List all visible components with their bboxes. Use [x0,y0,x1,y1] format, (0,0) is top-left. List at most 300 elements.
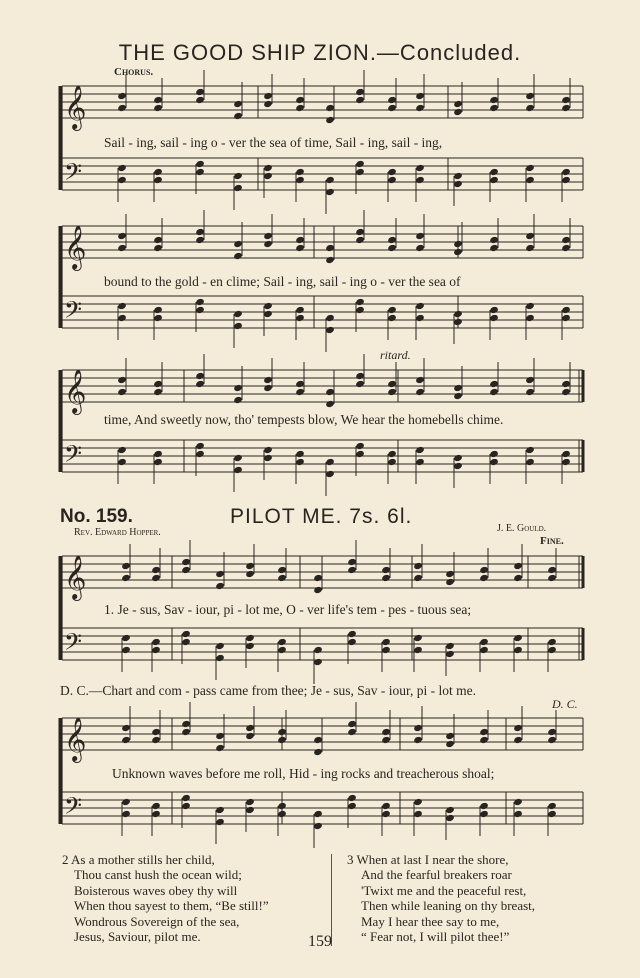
note-head [195,380,205,388]
note-head [381,646,391,654]
lyric-line-1: Sail - ing, sail - ing o - ver the sea of time, Sail - ing, sail - ing, [104,135,443,150]
clef-icon: 𝄞 [64,225,87,269]
note-head [245,570,255,578]
note-head [479,802,489,810]
note-head [215,570,225,578]
note-head [525,104,535,112]
note-head [151,574,161,582]
note-head [313,658,323,666]
note-head [479,646,489,654]
note-head [325,256,335,264]
lyric-line-3: time, And sweetly now, tho' tempests blow, We hear the homebells chime. [104,412,504,427]
note-head [347,794,357,802]
note-head [355,88,365,96]
note-head [313,822,323,830]
note-head [153,244,163,252]
note-head [347,566,357,574]
note-head [489,168,499,176]
note-head [117,458,127,466]
note-head [525,92,535,100]
note-head [347,802,357,810]
note-head [525,244,535,252]
note-head [151,736,161,744]
note-head [415,446,425,454]
note-head [525,458,535,466]
note-head [413,574,423,582]
note-head [181,794,191,802]
note-head [117,92,127,100]
note-head [195,160,205,168]
note-head [245,798,255,806]
note-head [445,570,455,578]
note-head [277,638,287,646]
clef-icon: 𝄢 [64,628,83,661]
note-head [195,96,205,104]
verse-line: Thou canst hush the ocean wild; [74,867,242,883]
note-head [445,578,455,586]
note-head [153,388,163,396]
page-title: THE GOOD SHIP ZION.—Concluded. [118,40,522,65]
note-head [387,244,397,252]
note-head [561,458,571,466]
clef-icon: 𝄢 [64,158,83,191]
note-head [195,236,205,244]
note-head [295,168,305,176]
note-head [233,396,243,404]
note-head [453,384,463,392]
note-head [445,806,455,814]
note-head [513,810,523,818]
note-head [413,810,423,818]
note-head [215,818,225,826]
dc-marking: D. C. [552,697,578,711]
lyric-line-5: Unknown waves before me roll, Hid - ing rocks and treacherous shoal; [112,766,495,781]
note-head [547,566,557,574]
note-head [153,236,163,244]
note-head [263,454,273,462]
note-head [233,184,243,192]
note-head [195,450,205,458]
note-head [313,748,323,756]
note-head [295,380,305,388]
note-head [263,172,273,180]
note-head [263,164,273,172]
note-head [387,306,397,314]
note-head [325,388,335,396]
note-head [513,646,523,654]
note-head [561,236,571,244]
note-head [325,116,335,124]
note-head [347,558,357,566]
verse-line: Wondrous Sovereign of the sea, [74,913,240,929]
note-head [415,244,425,252]
note-head [325,244,335,252]
note-head [387,176,397,184]
note-head [245,642,255,650]
note-head [413,736,423,744]
note-head [355,228,365,236]
note-head [453,454,463,462]
note-head [489,104,499,112]
note-head [355,168,365,176]
note-head [445,740,455,748]
verse-line: “ Fear not, I will pilot thee!” [361,929,510,945]
note-head [151,810,161,818]
note-head [413,798,423,806]
note-head [415,376,425,384]
note-head [479,736,489,744]
note-head [195,298,205,306]
note-head [325,458,335,466]
note-head [245,724,255,732]
note-head [561,388,571,396]
note-head [525,388,535,396]
note-head [453,318,463,326]
note-head [325,470,335,478]
note-head [479,810,489,818]
note-head [195,228,205,236]
note-head [215,744,225,752]
note-head [525,302,535,310]
note-head [355,372,365,380]
note-head [121,574,131,582]
note-head [233,100,243,108]
note-head [415,458,425,466]
note-head [295,314,305,322]
note-head [453,172,463,180]
note-head [121,634,131,642]
note-head [387,168,397,176]
note-head [489,380,499,388]
note-head [263,384,273,392]
verse-3 [347,852,535,944]
note-head [295,96,305,104]
note-head [181,630,191,638]
note-head [325,104,335,112]
note-head [525,446,535,454]
note-head [453,310,463,318]
note-head [355,450,365,458]
note-head [381,566,391,574]
verse-line: Boisterous waves obey thy will [74,882,238,898]
clef-icon: 𝄞 [64,717,87,761]
clef-icon: 𝄞 [64,555,87,599]
note-head [489,314,499,322]
note-head [415,388,425,396]
note-head [263,302,273,310]
note-head [347,630,357,638]
note-head [525,164,535,172]
note-head [151,646,161,654]
note-head [355,236,365,244]
note-head [415,92,425,100]
note-head [413,724,423,732]
note-head [387,450,397,458]
note-head [181,802,191,810]
note-head [513,634,523,642]
note-head [453,248,463,256]
note-head [277,646,287,654]
composer-credit: J. E. Gould. [497,523,547,534]
note-head [117,244,127,252]
note-head [547,638,557,646]
note-head [547,574,557,582]
note-head [181,720,191,728]
note-head [121,646,131,654]
note-head [381,802,391,810]
note-head [381,728,391,736]
note-head [295,104,305,112]
verse-line: May I hear thee say to me, [361,913,500,929]
note-head [263,240,273,248]
note-head [347,728,357,736]
lyric-line-2: bound to the gold - en clime; Sail - ing, sail - ing o - ver the sea of [104,274,461,289]
note-head [233,322,243,330]
note-head [151,728,161,736]
note-head [453,108,463,116]
note-head [355,442,365,450]
note-head [117,176,127,184]
note-head [277,566,287,574]
note-head [215,582,225,590]
note-head [325,314,335,322]
note-head [233,310,243,318]
verse-line: When thou sayest to them, “Be still!” [74,898,269,914]
note-head [245,634,255,642]
hymn-title: PILOT ME. 7s. 6l. [230,505,413,528]
clef-icon: 𝄞 [64,85,87,129]
note-head [153,380,163,388]
note-head [277,574,287,582]
note-head [381,736,391,744]
note-head [415,232,425,240]
note-head [561,176,571,184]
note-head [153,168,163,176]
note-head [387,458,397,466]
note-head [415,314,425,322]
note-head [295,450,305,458]
note-head [295,388,305,396]
note-head [263,310,273,318]
note-head [479,566,489,574]
fine-marking: Fine. [540,535,564,547]
note-head [195,88,205,96]
verse-line: And the fearful breakers roar [361,867,512,883]
note-head [387,314,397,322]
note-head [245,732,255,740]
note-head [153,176,163,184]
note-head [561,380,571,388]
note-head [561,168,571,176]
note-head [415,104,425,112]
author-credit: Rev. Edward Hopper. [74,527,161,538]
note-head [513,736,523,744]
note-head [561,450,571,458]
note-head [381,574,391,582]
note-head [121,736,131,744]
lyric-line-4-dc: D. C.—Chart and com - pass came from thee; Je - sus, Sav - iour, pi - lot me. [60,683,476,698]
note-head [181,566,191,574]
note-head [277,728,287,736]
note-head [295,176,305,184]
note-head [355,306,365,314]
note-head [413,646,423,654]
note-head [445,732,455,740]
note-head [215,732,225,740]
note-head [295,236,305,244]
note-head [277,810,287,818]
note-head [121,810,131,818]
note-head [561,244,571,252]
note-head [479,728,489,736]
note-head [121,724,131,732]
note-head [513,798,523,806]
note-head [153,104,163,112]
note-head [153,458,163,466]
verse-line: Jesus, Saviour, pilot me. [74,929,201,945]
note-head [415,176,425,184]
note-head [413,634,423,642]
note-head [151,802,161,810]
note-head [295,458,305,466]
note-head [513,724,523,732]
hymn-number: No. 159. [60,506,133,527]
note-head [277,736,287,744]
note-head [489,458,499,466]
chorus-label: Chorus. [114,66,154,78]
note-head [381,810,391,818]
note-head [117,446,127,454]
note-head [355,160,365,168]
note-head [513,562,523,570]
note-head [355,96,365,104]
note-head [525,314,535,322]
clef-icon: 𝄢 [64,296,83,329]
note-head [561,314,571,322]
note-head [263,232,273,240]
note-head [263,92,273,100]
note-head [415,302,425,310]
note-head [233,252,243,260]
note-head [445,650,455,658]
note-head [453,180,463,188]
note-head [387,96,397,104]
note-head [453,240,463,248]
note-head [215,642,225,650]
note-head [313,810,323,818]
note-head [313,586,323,594]
verse-line: Then while leaning on thy breast, [361,898,536,914]
note-head [117,164,127,172]
note-head [453,100,463,108]
note-head [195,372,205,380]
note-head [561,306,571,314]
note-head [489,96,499,104]
note-head [117,104,127,112]
note-head [561,104,571,112]
note-head [233,172,243,180]
note-head [479,574,489,582]
note-head [153,306,163,314]
note-head [489,388,499,396]
note-head [195,442,205,450]
note-head [453,462,463,470]
note-head [117,376,127,384]
note-head [445,642,455,650]
note-head [415,164,425,172]
note-head [325,326,335,334]
clef-icon: 𝄢 [64,792,83,825]
note-head [233,454,243,462]
note-head [181,558,191,566]
verse-line: 3 When at last I near the shore, [347,852,509,867]
note-head [355,298,365,306]
note-head [513,574,523,582]
note-head [489,176,499,184]
note-head [387,380,397,388]
lyric-line-4: 1. Je - sus, Sav - iour, pi - lot me, O - ver life's tem - pes - tuous sea; [104,602,472,617]
note-head [525,176,535,184]
note-head [263,446,273,454]
note-head [117,302,127,310]
note-head [489,450,499,458]
note-head [245,806,255,814]
note-head [313,574,323,582]
note-head [413,562,423,570]
note-head [277,802,287,810]
note-head [195,168,205,176]
note-head [547,802,557,810]
verse-2 [62,852,269,944]
note-head [233,466,243,474]
note-head [121,562,131,570]
note-head [453,392,463,400]
note-head [117,314,127,322]
page-number: 159 [308,933,332,950]
note-head [215,806,225,814]
verse-line: 2 As a mother stills her child, [62,852,215,867]
note-head [325,400,335,408]
note-head [325,176,335,184]
note-head [325,188,335,196]
note-head [263,100,273,108]
note-head [117,232,127,240]
note-head [347,638,357,646]
note-head [153,314,163,322]
note-head [547,646,557,654]
clef-icon: 𝄞 [64,369,87,413]
note-head [387,104,397,112]
ritard-direction: ritard. [380,348,411,362]
note-head [121,798,131,806]
note-head [233,240,243,248]
note-head [233,112,243,120]
note-head [525,232,535,240]
note-head [153,450,163,458]
note-head [215,654,225,662]
note-head [547,810,557,818]
note-head [479,638,489,646]
note-head [445,814,455,822]
note-head [181,638,191,646]
note-head [263,376,273,384]
note-head [117,388,127,396]
note-head [547,728,557,736]
note-head [387,388,397,396]
note-head [489,244,499,252]
note-head [561,96,571,104]
note-head [525,376,535,384]
